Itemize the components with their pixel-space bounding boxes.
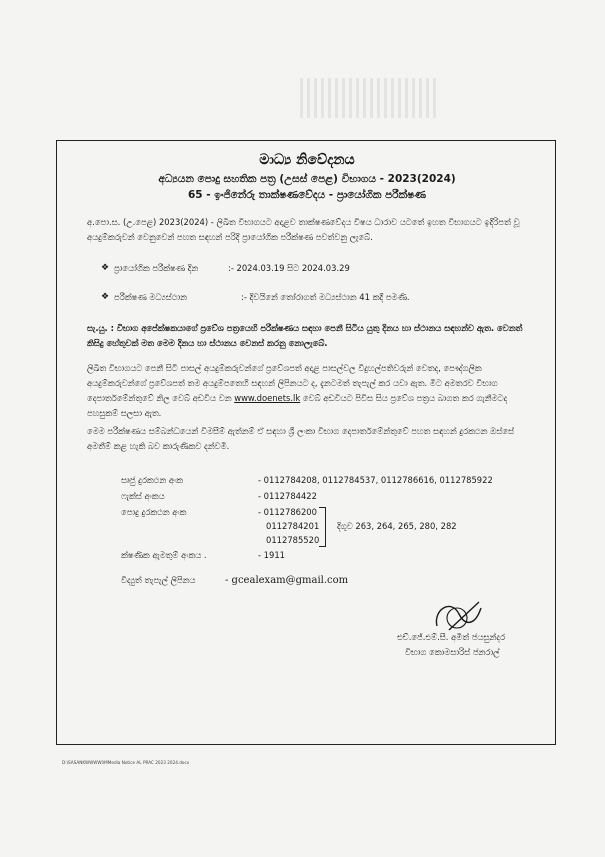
exam-subtitle: අධ්‍යයන පොදු සහතික පත්‍ර (උසස් පෙළ) විභාගය - 2023(2024) <box>158 173 456 185</box>
contact-intro-paragraph: මෙම පරීක්ෂණය සම්බන්ධයෙන් විමසීම් ඇත්නම් ඒ සඳහා ශ්‍රී ලංකා විභාග දෙපාර්තමේන්තුවේ පහත සඳහන් දුරකථන ඔස්සේ අමතීම් කළ හැකි බව කාරුණිකව දන්වමි. <box>87 426 514 451</box>
quick-call-value: - 1911 <box>258 550 285 560</box>
phone-bracket <box>319 507 326 547</box>
email-label: විද්‍යුත් තැපැල් ලිපිනය <box>121 575 196 585</box>
practical-centres-label: පරීක්ෂණ මධ්‍යස්ථාන <box>114 292 187 302</box>
practical-centres-value: :- දිවයිනේ තෝරාගත් මධ්‍යස්ථාන 41 කදී පමණි. <box>241 292 410 302</box>
diamond-bullet-icon: ❖ <box>101 292 110 302</box>
diamond-bullet-icon: ❖ <box>101 263 110 273</box>
practical-date-value: :- 2024.03.19 සිට 2024.03.29 <box>228 263 350 273</box>
admission-paragraph <box>87 361 527 421</box>
general-phone-2: 0112784201 <box>266 521 320 531</box>
extension-numbers: දිගුව 263, 264, 265, 280, 282 <box>337 521 457 531</box>
intro-paragraph: අ.පො.ස. (උ.පෙළ) 2023(2024) - ලිඛිත විභාගයට අදාළව තාක්ෂණවේදය විෂය ධාරාව යටතේ ඉහත විභාගයට ඉදිරිපත් වූ අයදුම්කරුවන් වෙනුවෙන් පහත සඳහන් පරිදි ප්‍රායෝගික පරීක්ෂණ පවත්වනු ලැබේ. <box>87 217 520 242</box>
website-link[interactable]: www.doenets.lk <box>234 393 301 403</box>
scan-artifact <box>300 78 440 118</box>
general-phone-1: - 0112786200 <box>258 507 317 517</box>
signature-mark <box>429 596 489 636</box>
signatory-name: එච්.ජේ.එම්.සී. අමිත් ජයසුන්දර <box>397 632 506 642</box>
email-value: - gcealexam@gmail.com <box>225 575 349 586</box>
fax-value: - 0112784422 <box>258 491 317 501</box>
general-phone-label: පොදු දුරකථන අංක <box>121 507 187 517</box>
hotline-value: - 0112784208, 0112784537, 0112786616, 0112785922 <box>258 475 493 485</box>
signatory-title: විභාග කොමසාරිස් ජනරාල් <box>405 647 500 657</box>
general-phone-3: 0112785520 <box>266 535 320 545</box>
note-paragraph: සැ.යු. : විභාග අපේක්ෂකයාගේ ප්‍රවේශ පත්‍රයෙහි පරීක්ෂණය සඳහා පෙනී සිටිය යුතු දිනය හා ස්ථානය සඳහන්ව ඇත. වෙනත් කිසිදු හේතුවක් මත මෙම දිනය හා ස්ථානය වෙනස් කරනු නොලැබේ. <box>87 323 523 348</box>
admission-text-before: ලිඛිත විභාගයට පෙනී සිටි පාසල් අයදුම්කරුවන්ගේ ප්‍රවේශපත් අදාළ පාසල්වල විදුහල්පතිවරුන් වෙතද, පෞද්ගලික අයදුම්කරුවන්ගේ ප්‍රවේශපත් තම අයදුම්පතෙහි සඳහන් ලිපිනයට ද, දැනටමත් තැපැල් කර යවා ඇත. මීට අමතරව විභාග දෙපාර්තමේන්තුවේ නිල වෙබ් අඩවිය වන <box>87 363 498 403</box>
practical-date-label: ප්‍රායෝගික පරීක්ෂණ දින <box>114 263 199 273</box>
subject-subtitle: 65 - ඉංජිනේරු තාක්ෂණවේදය - ප්‍රායෝගික පරීක්ෂණ <box>187 189 426 201</box>
file-path-footer: D:\SASANKWWWWI\MMedia Notice AL PRAC 2023 2024.docx <box>62 760 190 765</box>
admission-text-after: වෙබ් අඩවියට පිවිස සිය ප්‍රවේශ පත්‍රය බාගත කර ගැනීමටද පහසුකම් සලසා ඇත. <box>87 393 508 418</box>
hotline-label: සෘජු දුරකථන අංක <box>121 475 183 485</box>
quick-call-label: ක්ෂණික ඇමතුම් අංකය . <box>121 550 207 560</box>
page-title: මාධ්‍ය නිවේදනය <box>259 152 355 168</box>
fax-label: ෆැක්ස් අංකය <box>121 491 165 501</box>
notice-frame <box>56 140 556 745</box>
